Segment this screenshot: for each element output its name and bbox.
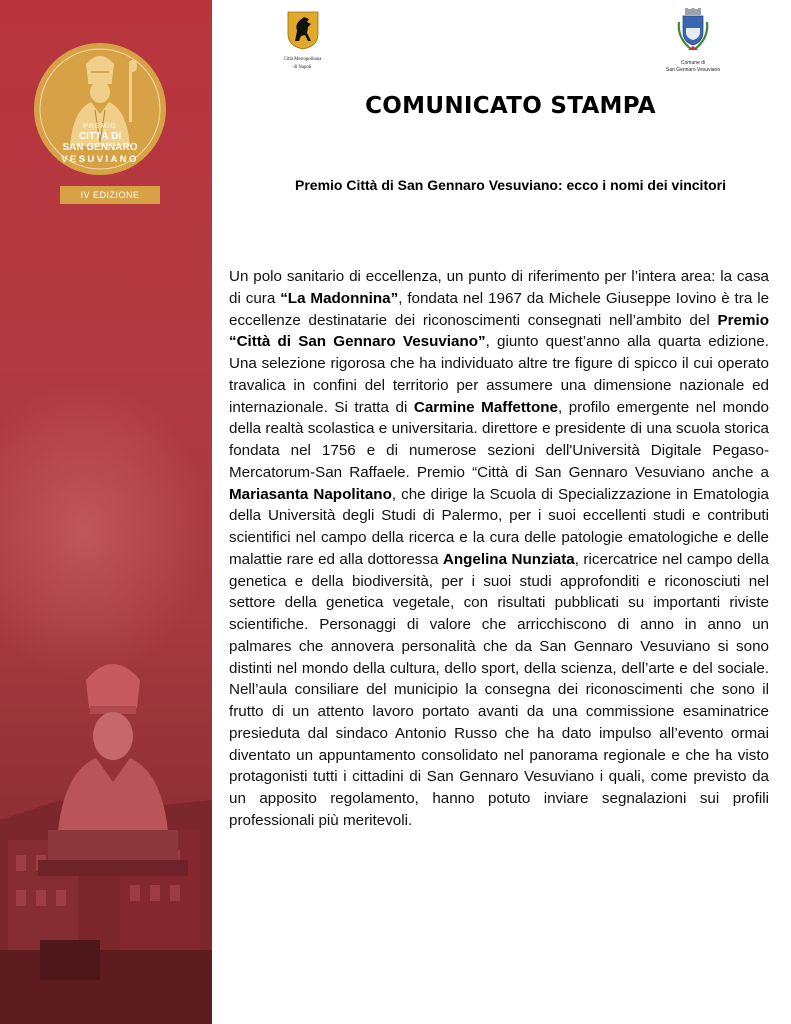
body-bold-la-madonnina: “La Madonnina” (280, 289, 399, 307)
premio-logo (33, 42, 167, 181)
edition-badge: IV EDIZIONE (60, 186, 160, 204)
emblem-left-caption-2: di Napoli (293, 65, 312, 70)
body-text-3: , giunto quest’anno alla quarta edizione. Una selezione rigorosa che ha individuato altre tre figure di spicco il cui operato travalica in confini del territorio per assumere una dimensione nazionale ed internazionale. Si tratta di (229, 333, 769, 416)
body-bold-mariasanta-napolitano: Mariasanta Napolitano (229, 485, 392, 503)
body-text-4: , profilo emergente nel mondo della realtà scolastica e universitaria. direttore e presidente di una scuola storica fondata nel 1756 e di numerose sezioni dell'Università Digitale Pegaso-Mercatorum-San Raffaele. Premio “Città di San Gennaro Vesuviano anche a (229, 398, 769, 481)
citta-metropolitana-emblem (270, 10, 335, 71)
body-bold-premio: Premio “Città di San Gennaro Vesuviano” (229, 311, 769, 351)
municipal-crest-icon (673, 8, 713, 54)
body-bold-carmine-maffettone: Carmine Maffettone (413, 398, 558, 416)
body-bold-angelina-nunziata: Angelina Nunziata (442, 550, 575, 568)
emblem-right-caption-1: Comune di (680, 60, 706, 66)
sidebar-panel (0, 0, 212, 1024)
body-text-2: , fondata nel 1967 da Michele Giuseppe Iovino è tra le eccellenze destinatarie dei riconoscimenti consegnati nell’ambito del (229, 289, 770, 329)
emblem-left-caption-1: Città Metropolitana (283, 57, 322, 62)
sidebar-haze (0, 380, 212, 680)
press-release-body (229, 266, 769, 832)
body-text-1: Un polo sanitario di eccellenza, un punto di riferimento per l’intera area: la casa di cura (229, 268, 769, 307)
horse-crest-icon (286, 10, 320, 50)
press-release-subtitle: Premio Città di San Gennaro Vesuviano: ecco i nomi dei vincitori (295, 177, 726, 193)
statue-photo-icon (0, 650, 212, 1024)
body-text-6: , ricercatrice nel campo della genetica e della biodiversità, per i suoi studi approfonditi e riconosciuti nel settore della genetica vegetale, con risultati pubblicati su importanti riviste scientifiche. Personaggi di valore che arricchiscono di anno in anno un palmares che annovera personalità che da San Gennaro Vesuviano si sono distinti nel mondo della cultura, dello sport, della scienza, dell’arte e del sociale. Nell’aula consiliare del municipio la consegna dei riconoscimenti che sono il frutto di un attento lavoro portato avanti da una commissione esaminatrice presieduta dal sindaco Antonio Russo che ha dato impulso all’evento ormai diventato un appuntamento consolidato nel panorama regionale e che ha visto protagonisti tutti i cittadini di San Gennaro Vesuviano i quali, come previsto da un apposito regolamento, hanno potuto inviare segnalazioni sui profili professionali più meritevoli. (229, 550, 769, 829)
logo-san-gennaro-text: SAN GENNARO (62, 142, 138, 153)
logo-vesuviano-text: VESUVIANO (61, 154, 139, 165)
comune-emblem (657, 8, 729, 73)
logo-citta-text: CITTÀ DI (78, 131, 122, 142)
emblem-right-caption-2: San Gennaro Vesuviano (665, 67, 721, 73)
body-text-5: , che dirige la Scuola di Specializzazione in Ematologia della Università degli Studi di Palermo, per i suoi eccellenti studi e contributi scientifici nel campo della ricerca e la cura delle patologie ematologiche e delle malattie rare ed alla dottoressa (229, 485, 769, 568)
logo-premio-text: PREMIO (83, 123, 117, 130)
page-title: COMUNICATO STAMPA (365, 93, 656, 119)
